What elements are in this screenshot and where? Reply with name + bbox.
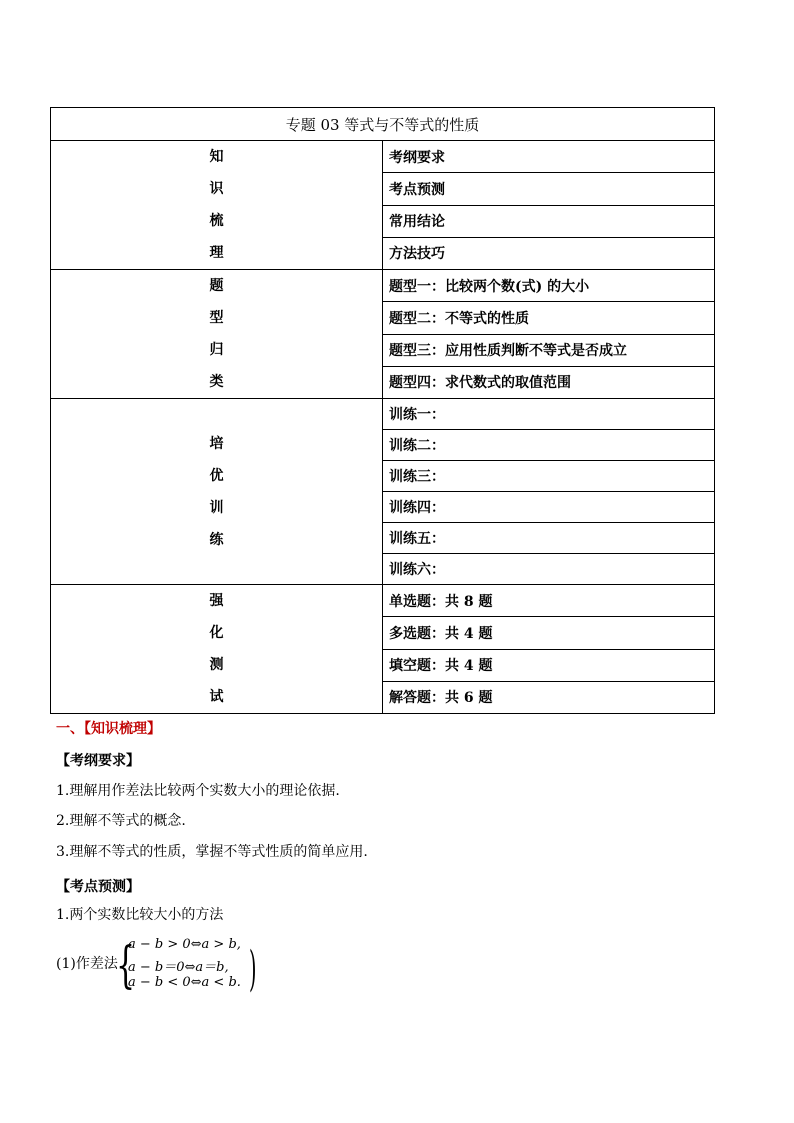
outline-item: 训练一： (383, 399, 715, 430)
formula-line: a − b > 0⇔a > b, (128, 937, 241, 952)
outline-item: 填空题：共 4 题 (383, 649, 715, 681)
difference-method-formula (56, 936, 276, 997)
outline-item: 考纲要求 (383, 141, 715, 173)
outline-item: 题型三：应用性质判断不等式是否成立 (383, 334, 715, 366)
outline-item: 常用结论 (383, 205, 715, 237)
outline-item: 多选题：共 4 题 (383, 617, 715, 649)
requirement-item: 2.理解不等式的概念. (56, 813, 186, 829)
outline-item: 训练四： (383, 492, 715, 523)
section-heading: 一、【知识梳理】 (56, 721, 161, 737)
group-label-question-types: 题 型 归 类 (51, 270, 383, 399)
formula-line: a − b < 0⇔a < b. (128, 975, 241, 990)
outline-table (50, 107, 715, 714)
outline-title: 专题 03 等式与不等式的性质 (51, 108, 715, 141)
outline-item: 题型四：求代数式的取值范围 (383, 366, 715, 398)
subsection-heading-predictions: 【考点预测】 (56, 879, 140, 895)
outline-item: 训练二： (383, 430, 715, 461)
outline-item: 解答题：共 6 题 (383, 681, 715, 713)
outline-item: 训练六： (383, 554, 715, 585)
outline-item: 考点预测 (383, 173, 715, 205)
subsection-heading-requirements: 【考纲要求】 (56, 753, 140, 769)
group-label-knowledge: 知 识 梳 理 (51, 141, 383, 270)
group-label-tests: 强 化 测 试 (51, 585, 383, 714)
group-label-training: 培 优 训 练 (51, 399, 383, 585)
formula-label: (1)作差法 (56, 956, 118, 972)
outline-item: 题型二：不等式的性质 (383, 302, 715, 334)
outline-item: 单选题：共 8 题 (383, 585, 715, 617)
point-item: 1.两个实数比较大小的方法 (56, 907, 224, 923)
requirement-item: 3.理解不等式的性质，掌握不等式性质的简单应用. (56, 844, 368, 860)
formula-line: a − b＝0⇔a＝b, (128, 960, 229, 975)
outline-item: 方法技巧 (383, 237, 715, 269)
outline-item: 题型一：比较两个数(式) 的大小 (383, 270, 715, 302)
right-paren: ) (249, 941, 257, 997)
left-brace: { (116, 936, 136, 994)
outline-item: 训练五： (383, 523, 715, 554)
outline-item: 训练三： (383, 461, 715, 492)
requirement-item: 1.理解用作差法比较两个实数大小的理论依据. (56, 783, 340, 799)
